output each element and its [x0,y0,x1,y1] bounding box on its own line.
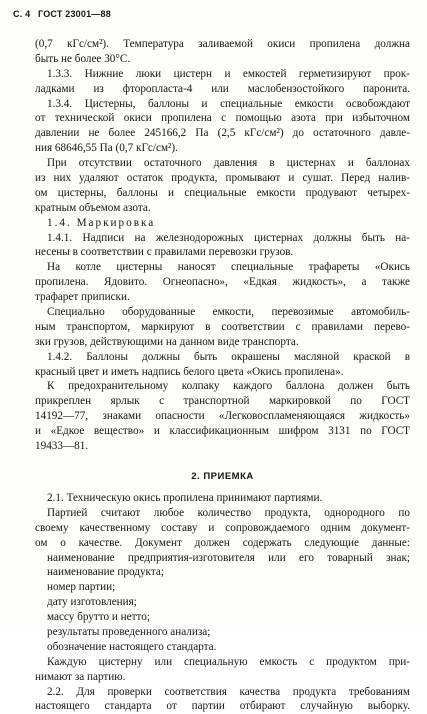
text-line: быть не более 30°С. [35,52,131,65]
text-line: 19433—81. [35,440,89,453]
spacer [35,484,410,491]
text-line: Специально оборудованные емкости, перевозимые автомобиль- [47,306,410,319]
text-line: из них удаляют остаток продукта, промывают и сушат. Перед налив- [35,172,410,185]
text-line: ния 68646,55 Па (0,7 кГс/см²). [35,142,178,155]
text-line: При отсутствии остаточного давления в цистернах и баллонах [47,157,410,170]
document-body [35,37,410,714]
text-line: и «Едкое вещество» и классификационным шифром 3131 по ГОСТ [35,425,410,438]
text-line: ладками из фторопласта-4 или маслобензостойкого паронита. [35,82,410,95]
text-line: прикреплен ярлык с транспортной маркировкой по ГОСТ [35,395,410,408]
text-line: давлении не более 245166,2 Па (2,5 кГс/см²) до остаточного давле- [35,127,410,140]
text-line: трафарет приписки. [35,291,130,304]
text-line: красный цвет и иметь надпись белого цвета «Окись пропилена». [35,365,344,378]
text-line: зки грузов, действующими на данном виде транспорта. [35,335,299,348]
list-item: дату изготовления; [47,596,137,609]
text-line: ом цистерны, баллоны и специальные емкости продувают четырех- [35,186,410,199]
text-line: Партией считают любое количество продукта, однородного по [47,506,410,519]
list-item: результаты проведенного анализа; [47,625,211,638]
spacer [35,454,410,470]
page-header [13,9,116,19]
text-line: настоящего стандарта от партии отбирают случайную выборку. [35,700,410,713]
list-item: наименование предприятия-изготовителя или его товарный знак; [47,551,410,564]
text-line: 2.1. Техническую окись пропилена принимают партиями. [47,491,323,504]
page-number: С. 4 [13,9,31,19]
text-line: На котле цистерны наносят специальные трафареты «Окись [47,261,410,274]
list-item: обозначение настоящего стандарта. [47,640,217,653]
text-line: нимают за партию. [35,670,126,683]
text-line: 14192—77, знаками опасности «Легковоспламеняющаяся жидкость» [35,410,410,423]
text-line: своему качественному составу и сопровождаемого одним документ- [35,521,410,534]
text-line: 1.4.2. Баллоны должны быть окрашены масляной краской в [47,350,410,363]
text-line: К предохранительному колпаку каждого баллона должен быть [47,380,410,393]
list-item: номер партии; [47,581,116,594]
text-line: несены в соответствии с правилами перевозки грузов. [35,246,294,259]
list-item: наименование продукта; [47,566,164,579]
text-line: от технической окиси пропилена с помощью азота при избыточном [35,112,410,125]
text-line: 1.3.4. Цистерны, баллоны и специальные емкости освобождают [47,97,410,110]
text-line: кратным объемом азота. [35,201,151,214]
subsection-heading: 1.4. Маркировка [47,216,156,229]
text-line: (0,7 кГс/см²). Температура заливаемой окиси пропилена должна [35,38,410,50]
text-line: 1.3.3. Нижние люки цистерн и емкостей герметизируют прок- [47,67,410,80]
text-line: Каждую цистерну или специальную емкость с продуктом при- [47,655,410,668]
section-heading: 2. ПРИЕМКА [191,470,254,482]
text-line: 1.4.1. Надписи на железнодорожных цистернах должны быть на- [47,231,410,244]
text-line: ом о качестве. Документ должен содержать следующие данные: [35,536,410,549]
text-line: 2.2. Для проверки соответствия качества продукта требованиям [47,685,410,698]
text-line: ным транспортом, маркируют в соответствии с правилами перево- [35,320,410,333]
text-line: пропилена. Ядовито. Огнеопасно», «Едкая жидкость», а также [35,276,410,289]
standard-code: ГОСТ 23001—88 [38,9,111,19]
list-item: массу брутто и нетто; [47,611,150,624]
